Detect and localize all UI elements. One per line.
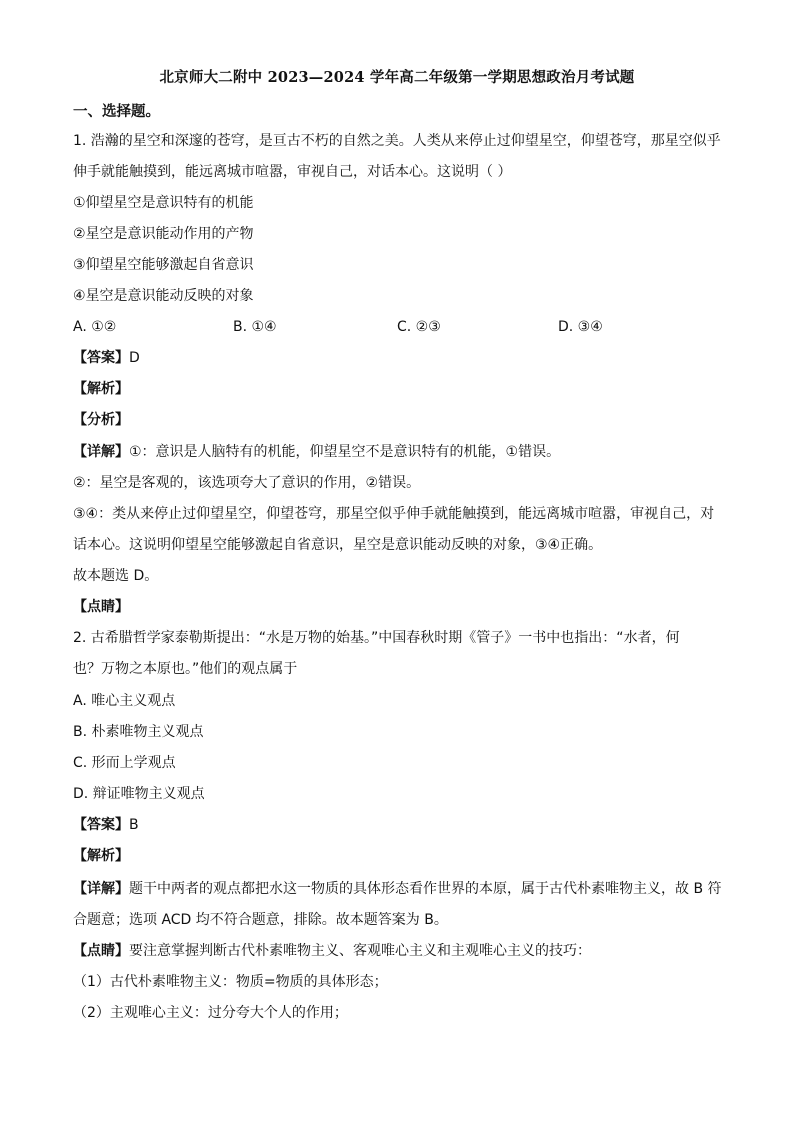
q2-dianjing-text1: 要注意掌握判断古代朴素唯物主义、客观唯心主义和主观唯心主义的技巧： (129, 943, 591, 959)
q1-conclusion: 故本题选 D。 (73, 568, 159, 584)
q1-fenxi-label: 【分析】 (73, 412, 129, 428)
q2-dianjing-label: 【点睛】 (73, 943, 129, 959)
q2-detail-line1 (73, 879, 722, 899)
q1-detail-line2: ②：星空是客观的，该选项夸大了意识的作用，②错误。 (73, 475, 421, 491)
q2-dianjing-line1 (73, 941, 591, 961)
q1-item-1: ①仰望星空是意识特有的机能 (73, 195, 254, 211)
q2-answer-label: 【答案】 (73, 817, 129, 833)
q2-dianjing-line2: （1）古代朴素唯物主义：物质=物质的具体形态； (73, 974, 388, 990)
q1-option-d: D. ③④ (558, 319, 603, 335)
q1-detail-line4: 话本心。这说明仰望星空能够激起自省意识，星空是意识能动反映的对象，③④正确。 (73, 537, 603, 553)
q1-analysis-label: 【解析】 (73, 381, 129, 397)
q1-option-a: A. ①② (73, 319, 117, 335)
q1-detail-text1: ①：意识是人脑特有的机能，仰望星空不是意识特有的机能，①错误。 (129, 444, 561, 460)
q1-stem-line2: 伸手就能触摸到，能远离城市喧嚣，审视自己，对话本心。这说明（ ） (73, 164, 512, 180)
q1-item-3: ③仰望星空能够激起自省意识 (73, 257, 254, 273)
q2-option-c: C. 形而上学观点 (73, 755, 176, 771)
q2-detail-line2: 合题意；选项 ACD 均不符合题意，排除。故本题答案为 B。 (73, 912, 448, 928)
q2-option-d: D. 辩证唯物主义观点 (73, 786, 205, 802)
q1-item-4: ④星空是意识能动反映的对象 (73, 288, 254, 304)
q1-detail-label: 【详解】 (73, 444, 129, 460)
q2-stem-line2: 也？万物之本原也。”他们的观点属于 (73, 661, 298, 677)
q1-item-2: ②星空是意识能动作用的产物 (73, 226, 254, 242)
section-heading-choice: 一、选择题。 (73, 104, 160, 120)
exam-title: 北京师大二附中 2023—2024 学年高二年级第一学期思想政治月考试题 (159, 69, 635, 86)
q2-detail-label: 【详解】 (73, 881, 129, 897)
q1-option-c: C. ②③ (397, 319, 441, 335)
q2-dianjing-line3: （2）主观唯心主义：过分夸大个人的作用； (73, 1005, 348, 1021)
q2-stem-line1: 2. 古希腊哲学家泰勒斯提出：“水是万物的始基。”中国春秋时期《管子》一书中也指出：“水者，何 (73, 630, 680, 646)
q1-dianjing-label: 【点睛】 (73, 599, 129, 615)
q2-option-b: B. 朴素唯物主义观点 (73, 724, 204, 740)
q2-detail-text1: 题干中两者的观点都把水这一物质的具体形态看作世界的本原，属于古代朴素唯物主义，故 B 符 (129, 881, 722, 897)
q2-answer-value: B (129, 817, 139, 833)
q1-answer (73, 348, 140, 368)
q2-option-a: A. 唯心主义观点 (73, 693, 176, 709)
q1-detail-line3: ③④：类从来停止过仰望星空，仰望苍穹，那星空似乎伸手就能触摸到，能远离城市喧嚣，审视自己，对 (73, 506, 715, 522)
q2-analysis-label: 【解析】 (73, 848, 129, 864)
q1-option-b: B. ①④ (233, 319, 277, 335)
q1-answer-label: 【答案】 (73, 350, 129, 366)
q1-answer-value: D (129, 350, 140, 366)
q2-answer (73, 815, 139, 835)
q1-detail-line1 (73, 442, 560, 462)
q1-stem-line1: 1. 浩瀚的星空和深邃的苍穹，是亘古不朽的自然之美。人类从来停止过仰望星空，仰望苍穹，那星空似乎 (73, 133, 721, 149)
